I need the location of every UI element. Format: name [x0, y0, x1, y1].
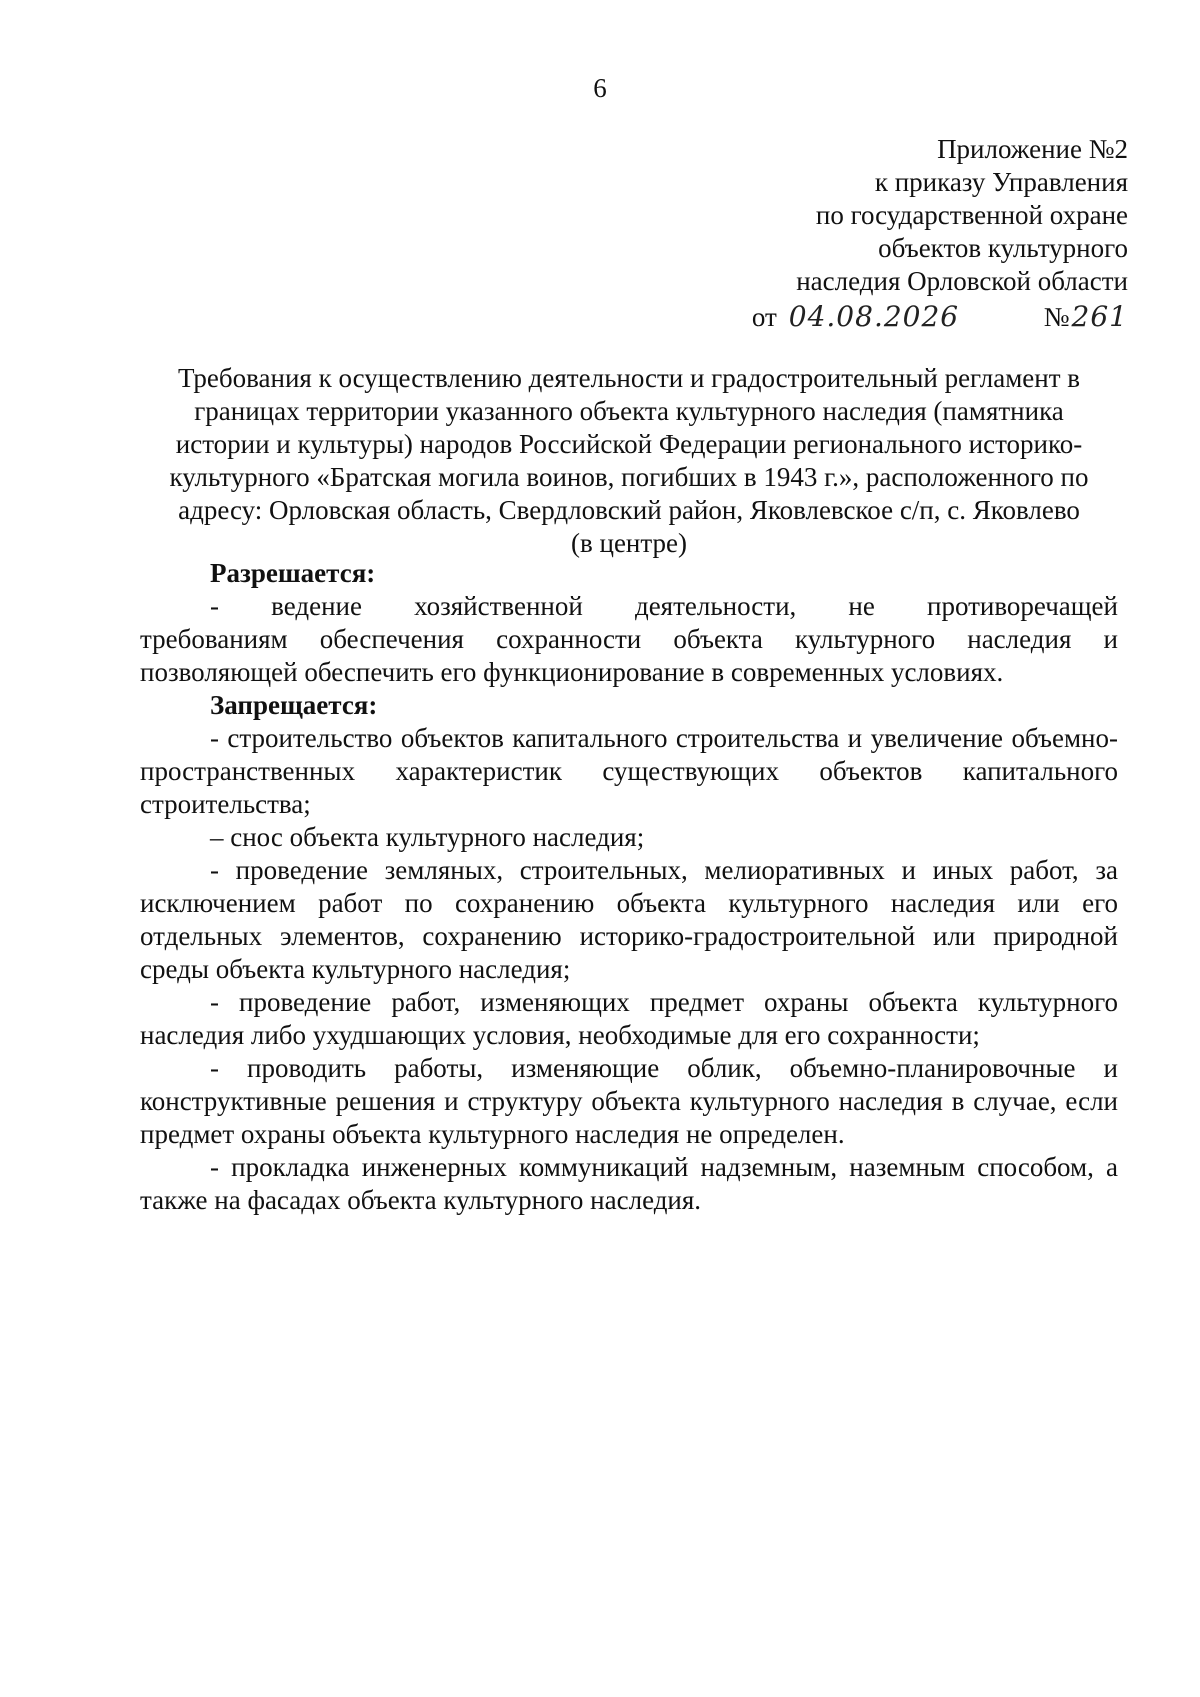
page-number: 6 — [593, 73, 607, 103]
appendix-line: к приказу Управления — [874, 167, 1128, 197]
title-line: адресу: Орловская область, Свердловский район, Яковлевское с/п, с. Яковлево — [178, 495, 1080, 525]
handwritten-date: 04.08.2026 — [788, 300, 960, 333]
title-line: (в центре) — [571, 528, 687, 558]
order-date-number-line — [428, 300, 1128, 334]
document-title — [140, 362, 1118, 560]
forbidden-heading: Запрещается: — [210, 690, 378, 720]
appendix-line: по государственной охране — [815, 200, 1128, 230]
appendix-line: Приложение №2 — [937, 134, 1128, 164]
appendix-line: наследия Орловской области — [796, 266, 1128, 296]
forbidden-item: - прокладка инженерных коммуникаций надземным, наземным способом, а также на фасадах объекта культурного наследия. — [140, 1152, 1118, 1215]
allowed-heading: Разрешается: — [210, 558, 376, 588]
forbidden-item: - проведение земляных, строительных, мелиоративных и иных работ, за исключением работ по сохранению объекта культурного наследия или его отдельных элементов, сохранению историко-градостроительной или природной среды объекта культурного наследия; — [140, 855, 1118, 984]
title-line: Требования к осуществлению деятельности и градостроительный регламент в — [177, 363, 1081, 393]
appendix-header — [428, 133, 1128, 334]
title-line: культурного «Братская могила воинов, погибших в 1943 г.», расположенного по — [169, 462, 1089, 492]
handwritten-number: 261 — [1071, 300, 1128, 333]
forbidden-item: - проведение работ, изменяющих предмет охраны объекта культурного наследия либо ухудшающих условия, необходимые для его сохранности; — [140, 987, 1118, 1050]
appendix-line: объектов культурного — [878, 233, 1128, 263]
forbidden-item: - проводить работы, изменяющие облик, объемно-планировочные и конструктивные решения и структуру объекта культурного наследия в случае, если предмет охраны объекта культурного наследия не определен. — [140, 1053, 1118, 1149]
document-body — [140, 557, 1125, 1217]
forbidden-item: – снос объекта культурного наследия; — [210, 822, 645, 852]
date-prefix: от — [751, 302, 777, 332]
forbidden-item: - строительство объектов капитального строительства и увеличение объемно-пространственных характеристик существующих объектов капитального строительства; — [140, 723, 1118, 819]
title-line: границах территории указанного объекта культурного наследия (памятника — [194, 396, 1064, 426]
number-label: № — [1043, 302, 1070, 332]
title-line: истории и культуры) народов Российской Федерации регионального историко- — [175, 429, 1083, 459]
allowed-item: - ведение хозяйственной деятельности, не противоречащей требованиям обеспечения сохранности объекта культурного наследия и позволяющей обеспечить его функционирование в современных условиях. — [140, 591, 1125, 687]
